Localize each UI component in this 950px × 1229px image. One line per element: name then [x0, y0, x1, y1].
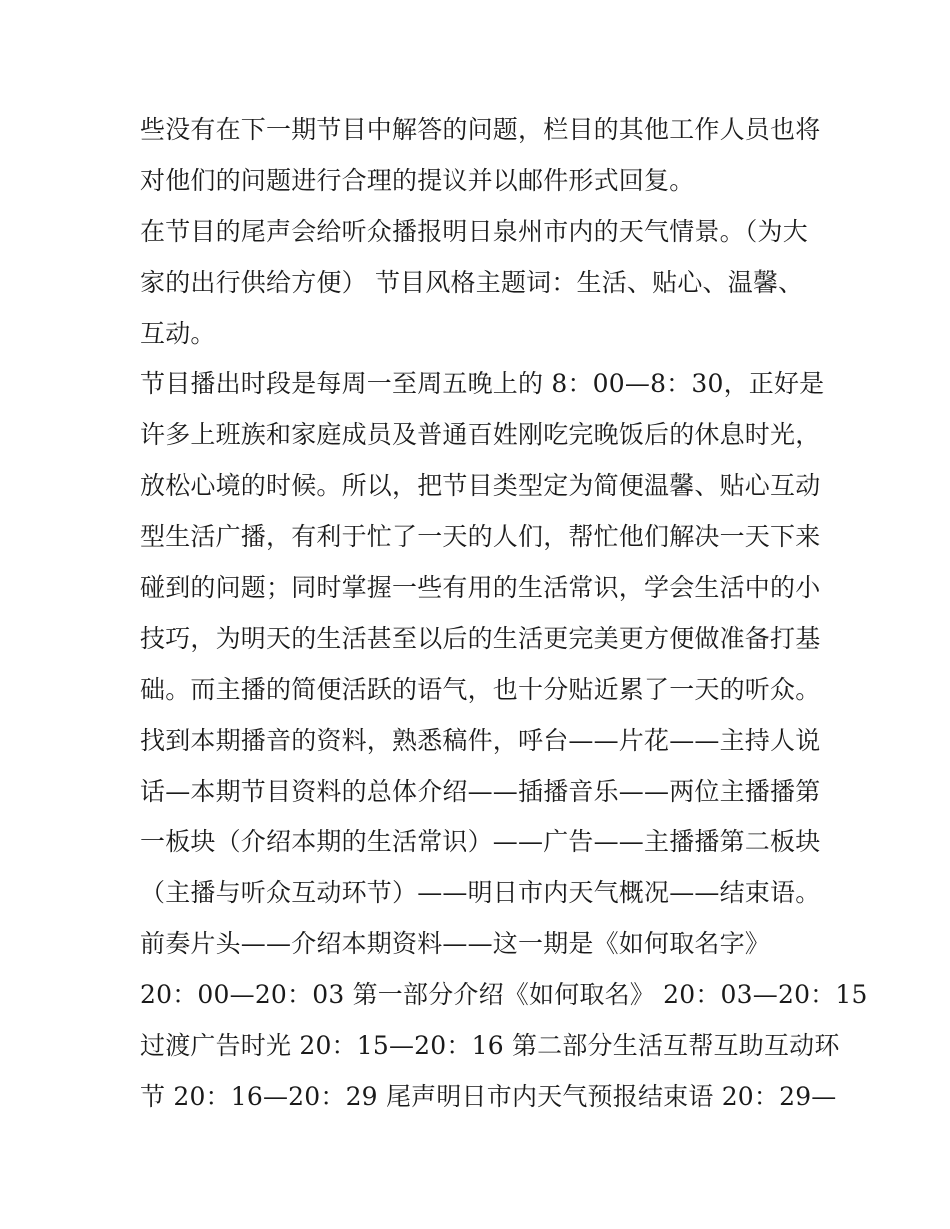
- text-line: 互动。: [140, 318, 216, 348]
- text-line: 础。而主播的简便活跃的语气，也十分贴近累了一天的听众。: [140, 674, 821, 704]
- text-line: 节目播出时段是每周一至周五晚上的 8：00—8：30，正好是: [140, 369, 825, 399]
- text-line: 些没有在下一期节目中解答的问题，栏目的其他工作人员也将: [140, 115, 821, 144]
- text-line: 在节目的尾声会给听众播报明日泉州市内的天气情景。（为大: [140, 216, 808, 246]
- text-line: 20：00—20：03 第一部分介绍《如何取名》 20：03—20：15: [140, 980, 868, 1010]
- text-line: 家的出行供给方便） 节目风格主题词：生活、贴心、温馨、: [140, 267, 804, 297]
- text-line: 技巧，为明天的生活甚至以后的生活更完美更方便做准备打基: [140, 623, 821, 653]
- document-body: [140, 105, 868, 1123]
- text-line: 过渡广告时光 20：15—20：16 第二部分生活互帮互助互动环: [140, 1031, 840, 1061]
- text-line: 放松心境的时候。所以，把节目类型定为简便温馨、贴心互动: [140, 471, 821, 501]
- text-line: 对他们的问题进行合理的提议并以邮件形式回复。: [140, 165, 695, 195]
- text-line: （主播与听众互动环节）——明日市内天气概况——结束语。: [140, 878, 821, 908]
- text-line: 话—本期节目资料的总体介绍——插播音乐——两位主播播第: [140, 776, 821, 806]
- text-line: 型生活广播，有利于忙了一天的人们，帮忙他们解决一天下来: [140, 522, 821, 552]
- text-line: 找到本期播音的资料，熟悉稿件，呼台——片花——主持人说: [140, 725, 821, 755]
- text-line: 节 20：16—20：29 尾声明日市内天气预报结束语 20：29—: [140, 1081, 837, 1111]
- text-line: 一板块（介绍本期的生活常识）——广告——主播播第二板块: [140, 827, 821, 857]
- text-line: 碰到的问题；同时掌握一些有用的生活常识，学会生活中的小: [140, 573, 821, 603]
- text-line: 许多上班族和家庭成员及普通百姓刚吃完晚饭后的休息时光，: [140, 420, 821, 450]
- text-line: 前奏片头——介绍本期资料——这一期是《如何取名字》: [140, 929, 771, 959]
